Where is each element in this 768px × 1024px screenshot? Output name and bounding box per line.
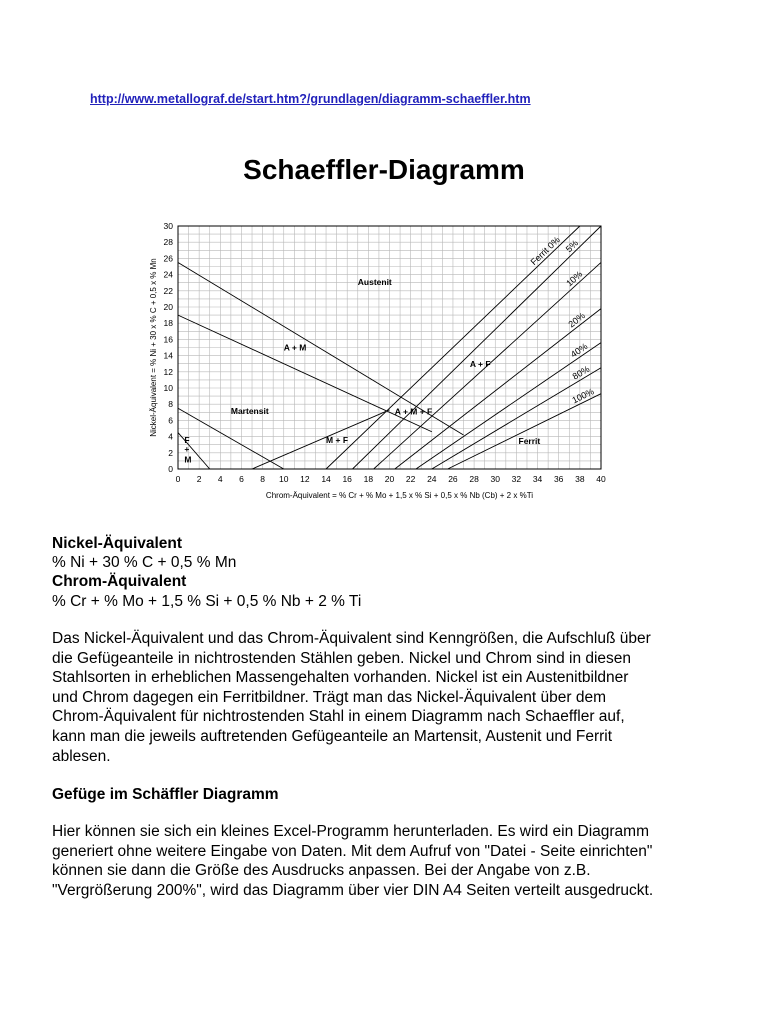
paragraph-line: kann man die jeweils auftretenden Gefügeanteile an Martensit, Austenit und Ferrit xyxy=(52,727,613,745)
y-tick-label: 30 xyxy=(163,221,173,231)
x-tick-label: 30 xyxy=(490,474,500,484)
region-label: F xyxy=(184,435,190,446)
y-tick-label: 20 xyxy=(163,302,173,312)
y-tick-label: 6 xyxy=(168,415,173,426)
series-label: 100% xyxy=(570,386,596,406)
y-axis-label: Nickel-Äquivalent = % Ni + 30 x % C + 0,5 x % Mn xyxy=(149,258,158,437)
source-link[interactable]: http://www.metallograf.de/start.htm?/grundlagen/diagramm-schaeffler.htm xyxy=(90,92,531,106)
chrom-heading: Chrom-Äquivalent xyxy=(52,573,187,590)
x-tick-label: 40 xyxy=(596,474,606,484)
schaeffler-chart xyxy=(148,212,614,504)
x-tick-label: 12 xyxy=(300,474,310,484)
x-tick-label: 2 xyxy=(196,474,202,484)
region-label: + xyxy=(184,443,190,454)
x-tick-label: 10 xyxy=(279,474,289,484)
region-label: Austenit xyxy=(357,277,392,288)
region-label: A + M xyxy=(283,342,307,353)
series-label: 5% xyxy=(563,237,581,255)
paragraph-line: können sie dann die Größe des Ausdrucks anpassen. Bei der Angabe von z.B. xyxy=(52,862,591,880)
paragraph-line: Stahlsorten in erheblichen Massengehalten vorhanden. Nickel ist ein Austenitbildner xyxy=(52,669,629,687)
paragraph-2 xyxy=(52,822,653,900)
chrom-formula: % Cr + % Mo + 1,5 % Si + 0,5 % Nb + 2 % Ti xyxy=(52,593,362,610)
paragraph-line: generiert ohne weitere Eingabe von Daten. Mit dem Aufruf von "Datei - Seite einrichten" xyxy=(52,842,653,860)
region-label: Martensit xyxy=(230,405,269,416)
x-tick-label: 18 xyxy=(363,474,374,484)
paragraph-1 xyxy=(52,629,651,766)
x-tick-label: 16 xyxy=(342,474,352,484)
region-label: M xyxy=(184,454,192,465)
x-tick-label: 34 xyxy=(532,474,543,484)
nickel-heading: Nickel-Äquivalent xyxy=(52,535,183,552)
y-tick-label: 0 xyxy=(168,464,173,474)
y-tick-label: 28 xyxy=(163,237,173,248)
y-tick-label: 26 xyxy=(163,253,173,264)
series-label: 40% xyxy=(568,341,590,360)
x-tick-label: 38 xyxy=(575,474,585,484)
y-tick-label: 2 xyxy=(168,447,173,458)
nickel-formula: % Ni + 30 % C + 0,5 % Mn xyxy=(52,554,237,571)
region-label: Ferrit xyxy=(518,435,541,446)
y-tick-label: 18 xyxy=(163,318,173,329)
series-label: 80% xyxy=(570,363,592,382)
y-tick-label: 24 xyxy=(163,269,173,280)
x-tick-label: 4 xyxy=(217,474,223,484)
region-label: A + F xyxy=(469,358,491,369)
x-tick-label: 36 xyxy=(553,474,564,484)
x-tick-label: 8 xyxy=(260,474,265,484)
x-tick-label: 20 xyxy=(384,474,395,484)
y-tick-label: 14 xyxy=(163,350,173,361)
y-tick-label: 10 xyxy=(163,383,173,393)
y-tick-label: 12 xyxy=(163,366,173,377)
x-tick-label: 22 xyxy=(405,474,416,484)
y-tick-label: 22 xyxy=(163,285,173,296)
section-heading-gefuege: Gefüge im Schäffler Diagramm xyxy=(52,786,279,803)
x-tick-label: 0 xyxy=(175,474,181,484)
series-label: Ferrit 0% xyxy=(528,234,562,268)
x-tick-label: 26 xyxy=(448,474,458,484)
y-tick-label: 16 xyxy=(163,334,173,345)
y-tick-label: 8 xyxy=(168,399,173,410)
paragraph-line: und Chrom dagegen ein Ferritbildner. Trägt man das Nickel-Äquivalent über dem xyxy=(52,688,606,706)
series-label: 20% xyxy=(566,310,587,330)
y-tick-label: 4 xyxy=(168,431,173,442)
region-label: A + M + F xyxy=(394,406,433,417)
paragraph-line: die Gefügeanteile in nichtrostenden Stählen geben. Nickel und Chrom sind in diesen xyxy=(52,649,632,667)
x-tick-label: 14 xyxy=(321,474,331,484)
series-line xyxy=(252,410,389,469)
paragraph-line: Hier können sie sich ein kleines Excel-Programm herunterladen. Es wird ein Diagramm xyxy=(52,823,649,840)
series-line xyxy=(178,433,210,469)
region-label: M + F xyxy=(326,435,349,446)
x-tick-label: 28 xyxy=(469,474,479,484)
x-tick-label: 6 xyxy=(239,474,244,484)
paragraph-line: Chrom-Äquivalent für nichtrostenden Stahl in einem Diagramm nach Schaeffler auf, xyxy=(52,708,625,726)
x-tick-label: 32 xyxy=(511,474,522,484)
x-tick-label: 24 xyxy=(427,474,437,484)
paragraph-line: Das Nickel-Äquivalent und das Chrom-Äquivalent sind Kenngrößen, die Aufschluß über xyxy=(52,630,651,647)
page-title: Schaeffler-Diagramm xyxy=(243,154,525,185)
paragraph-line: "Vergrößerung 200%", wird das Diagramm über vier DIN A4 Seiten verteilt ausgedruckt. xyxy=(52,881,654,899)
paragraph-line: ablesen. xyxy=(52,747,111,765)
x-axis-label: Chrom-Äquivalent = % Cr + % Mo + 1,5 x % Si + 0,5 x % Nb (Cb) + 2 x %Ti xyxy=(265,491,534,500)
series-label: 10% xyxy=(564,268,585,289)
